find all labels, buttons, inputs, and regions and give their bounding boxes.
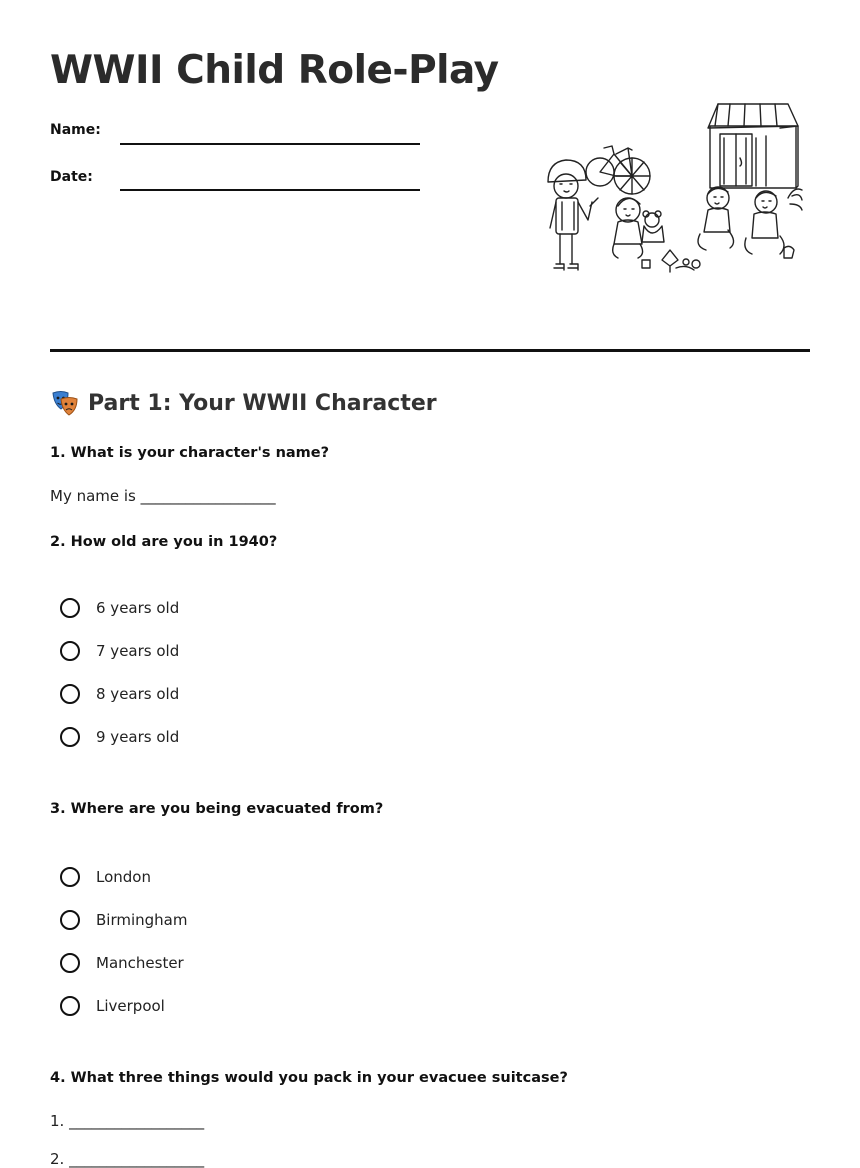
radio-circle[interactable] bbox=[60, 953, 80, 973]
option-label: Manchester bbox=[96, 954, 184, 972]
radio-circle[interactable] bbox=[60, 684, 80, 704]
question-4: 4. What three things would you pack in your evacuee suitcase? bbox=[50, 1070, 568, 1086]
radio-circle[interactable] bbox=[60, 598, 80, 618]
standing-child-drawing bbox=[548, 160, 598, 270]
suitcase-item-line-1[interactable]: 1. __________________ bbox=[50, 1112, 205, 1130]
option-label: Birmingham bbox=[96, 911, 188, 929]
option-label: 9 years old bbox=[96, 728, 180, 746]
bicycle-drawing bbox=[586, 146, 650, 194]
page-title: WWII Child Role-Play bbox=[50, 48, 499, 93]
option-label: 7 years old bbox=[96, 642, 180, 660]
date-label: Date: bbox=[50, 169, 93, 185]
answer-1-line[interactable]: My name is __________________ bbox=[50, 487, 276, 505]
radio-circle[interactable] bbox=[60, 867, 80, 887]
question-1: 1. What is your character's name? bbox=[50, 445, 330, 461]
option-liverpool[interactable] bbox=[60, 996, 165, 1016]
theater-masks-icon bbox=[50, 388, 80, 418]
children-playing-illustration bbox=[540, 98, 810, 288]
option-birmingham[interactable] bbox=[60, 910, 187, 930]
sitting-child-drawing bbox=[613, 198, 664, 258]
name-label: Name: bbox=[50, 122, 101, 138]
radio-circle[interactable] bbox=[60, 910, 80, 930]
section-heading bbox=[50, 388, 437, 418]
option-age-7[interactable] bbox=[60, 641, 179, 661]
option-age-9[interactable] bbox=[60, 727, 179, 747]
name-field[interactable] bbox=[120, 143, 420, 145]
option-label: Liverpool bbox=[96, 997, 165, 1015]
question-3: 3. Where are you being evacuated from? bbox=[50, 801, 384, 817]
shed-drawing bbox=[708, 104, 798, 188]
option-age-8[interactable] bbox=[60, 684, 179, 704]
option-label: 8 years old bbox=[96, 685, 180, 703]
playing-children-drawing bbox=[698, 187, 802, 258]
option-manchester[interactable] bbox=[60, 953, 184, 973]
section-heading-text: Part 1: Your WWII Character bbox=[88, 390, 437, 416]
radio-circle[interactable] bbox=[60, 641, 80, 661]
radio-circle[interactable] bbox=[60, 727, 80, 747]
section-divider bbox=[50, 349, 810, 352]
question-2: 2. How old are you in 1940? bbox=[50, 534, 278, 550]
date-field[interactable] bbox=[120, 189, 420, 191]
toys-drawing bbox=[642, 250, 700, 272]
option-label: 6 years old bbox=[96, 599, 180, 617]
radio-circle[interactable] bbox=[60, 996, 80, 1016]
option-age-6[interactable] bbox=[60, 598, 179, 618]
suitcase-item-line-2[interactable]: 2. __________________ bbox=[50, 1150, 205, 1168]
option-label: London bbox=[96, 868, 151, 886]
option-london[interactable] bbox=[60, 867, 151, 887]
